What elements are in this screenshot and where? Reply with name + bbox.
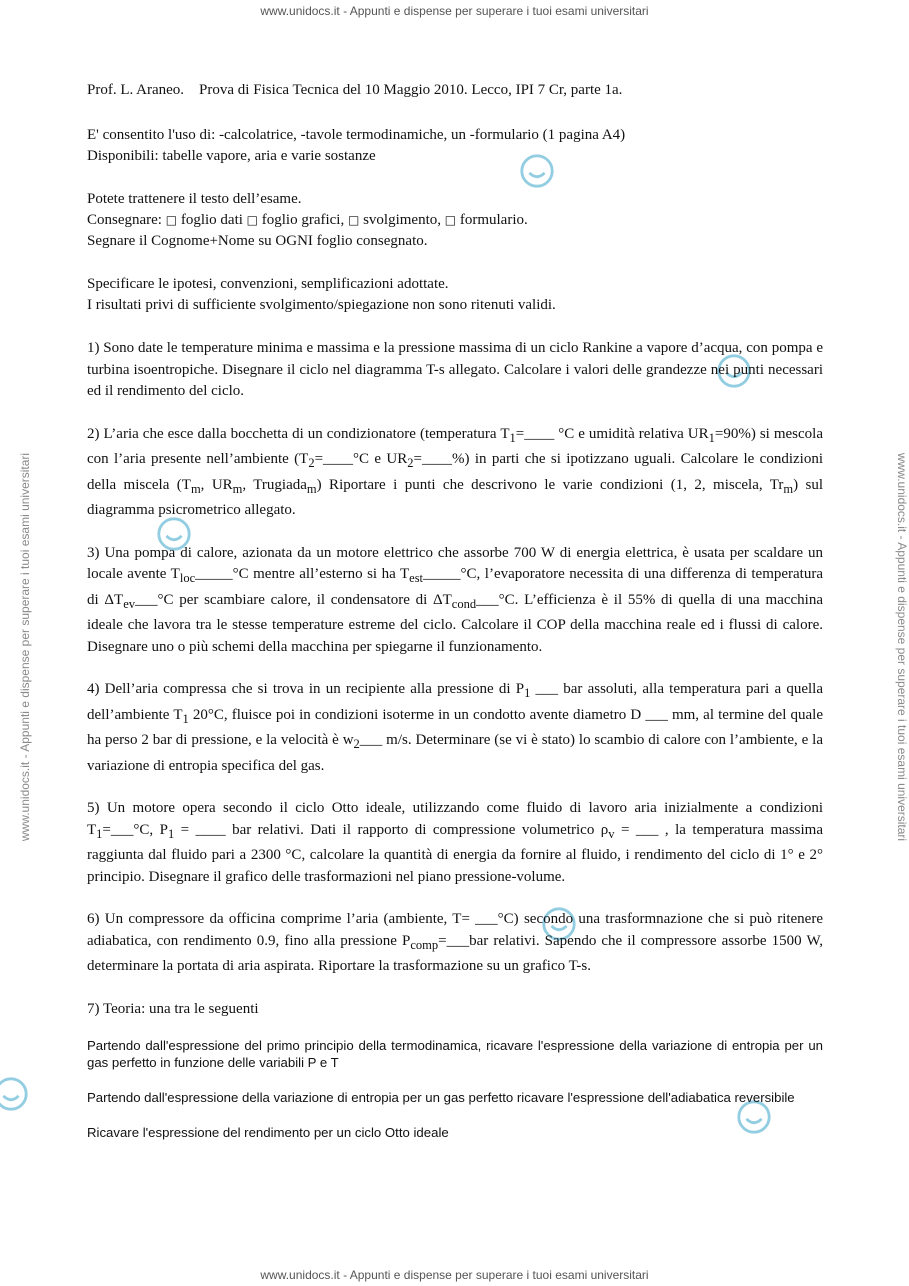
available-tables: Disponibili: tabelle vapore, aria e varie sostanze [87,148,376,164]
question-2: 2) L’aria che esce dalla bocchetta di un condizionatore (temperatura $T_1=\_\_\_\_$ °C e umidità relativa $UR_1=90\%$) si mescola con l’aria presente nell’ambiente ($T_2=\_\_\_\_^\circ C$ e $UR_2=\_\_\_\_\%$) in parti che si ipotizzano uguali. Calcolare le condizioni della miscela ($T_m$, $UR_m$, Trugiada$_m$) Riportare i punti che descrivono le varie condizioni (1, 2, miscela, $Tr_m$) sul diagramma psicrometrico allegato. [87,425,824,518]
results-note: I risultati privi di sufficiente svolgimento/spiegazione non sono ritenuti validi. [87,297,556,313]
question-5: 5) Un motore opera secondo il ciclo Otto ideale, utilizzando come fluido di lavoro aria inizialmente a condizioni $T_1=\_\_\_^\circ C$, $P_1$ = ____ bar relativi. Dati il rapporto di compressione volumetrico $\rho_v$ = ___ , la temperatura massima raggiunta dal fluido pari a 2300 °C, calcolare la quantità di energia da fornire al fluido, i rendimento del ciclo di 1° e 2° principio. Disegnare il grafico delle trasformazioni nel piano pressione-volume. [87,800,823,885]
allowed-materials: E' consentito l'uso di: -calcolatrice, -tavole termodinamiche, un -formulario (1 pagina A4) [87,127,626,143]
question-3: 3) Una pompa di calore, azionata da un motore elettrico che assorbe 700 W di energia elettrica, è usata per scaldare un locale avente $T_{loc}\_\_\_\_\_^\circ C$ mentre all’esterno si ha $T_{est}\_\_\_\_\_^\circ C$, l’evaporatore necessita di una differenza di temperatura di $\Delta T_{ev}\_\_\_^\circ C$ per scambiare calore, il condensatore di $\Delta T_{cond}\_\_\_^\circ C$. L’efficienza è il 55% di quella di una macchina ideale che lavora tra le stesse temperature estreme del ciclo. Calcolare il COP della macchina reale ed i flussi di calore. Disegnare uno o più schemi della macchina per spiegarne il funzionamento. [87,544,823,655]
checkbox-icon: □ [246,213,258,227]
question-7: 7) Teoria: una tra le seguenti [87,1000,259,1017]
theory-option-1: Partendo dall'espressione del primo principio della termodinamica, ricavare l'espressione della variazione di entropia per un gas perfetto in funzione delle variabili P e T [87,1037,823,1070]
keep-text-note: Potete trattenere il testo dell’esame. [87,191,302,207]
watermark-right: www.unidocs.it - Appunti e dispense per superare i tuoi esami universitari [895,452,909,842]
hypotheses-note: Specificare le ipotesi, convenzioni, semplificazioni adottate. [87,276,449,292]
checkbox-icon: □ [444,213,457,227]
question-4: 4) Dell’aria compressa che si trova in un recipiente alla pressione di $P_1$ ___ bar assoluti, alla temperatura pari a quella dell’ambiente $T_1$ 20°C, fluisce poi in condizioni isoterme in un condotto avente diametro D ___ mm, al termine del quale ha perso 2 bar di pressione, e la velocità è $w_2\_\_\_$ m/s. Determinare (se vi è stato) lo scambio di calore con l’ambiente, e la variazione di entropia specifica del gas. [87,681,823,774]
watermark-left: www.unidocs.it - Appunti e dispense per superare i tuoi esami universitari [18,452,32,842]
checkbox-icon: □ [165,213,178,227]
question-6: 6) Un compressore da officina comprime l’aria (ambiente, T= ___°C) secondo una trasformnazione che si può ritenere adiabatica, con rendimento 0.9, fino alla pressione $P_{comp}=\_\_\_bar$ relativi. Sapendo che il compressore assorbe 1500 W, determinare la portata di aria aspirata. Riportare la trasformazione su un grafico T-s. [87,911,823,974]
question-1: 1) Sono date le temperature minima e massima e la pressione massima di un ciclo Rankine a vapore d’acqua, con pompa e turbina isoentropiche. Disegnare il ciclo nel diagramma T-s allegato. Calcolare i valori delle grandezze nei punti necessari ed il rendimento del ciclo. [87,340,823,399]
watermark-top: www.unidocs.it - Appunti e dispense per superare i tuoi esami universitari [260,4,649,18]
theory-option-2: Partendo dall'espressione della variazione di entropia per un gas perfetto ricavare l'espressione dell'adiabatica reversibile [87,1089,795,1105]
exam-document [87,80,823,1141]
exam-header: Prof. L. Araneo. Prova di Fisica Tecnica del 10 Maggio 2010. Lecco, IPI 7 Cr, parte 1a. [87,82,623,98]
sign-instructions: Segnare il Cognome+Nome su OGNI foglio consegnato. [87,233,428,249]
unidocs-smile-logo-icon [0,1075,30,1113]
checkbox-icon: □ [347,213,360,227]
deliver-instructions: Consegnare: □ foglio dati □ foglio grafici, □ svolgimento, □ formulario. [87,212,528,228]
theory-option-3: Ricavare l'espressione del rendimento per un ciclo Otto ideale [87,1124,449,1140]
watermark-bottom: www.unidocs.it - Appunti e dispense per superare i tuoi esami universitari [260,1268,649,1282]
